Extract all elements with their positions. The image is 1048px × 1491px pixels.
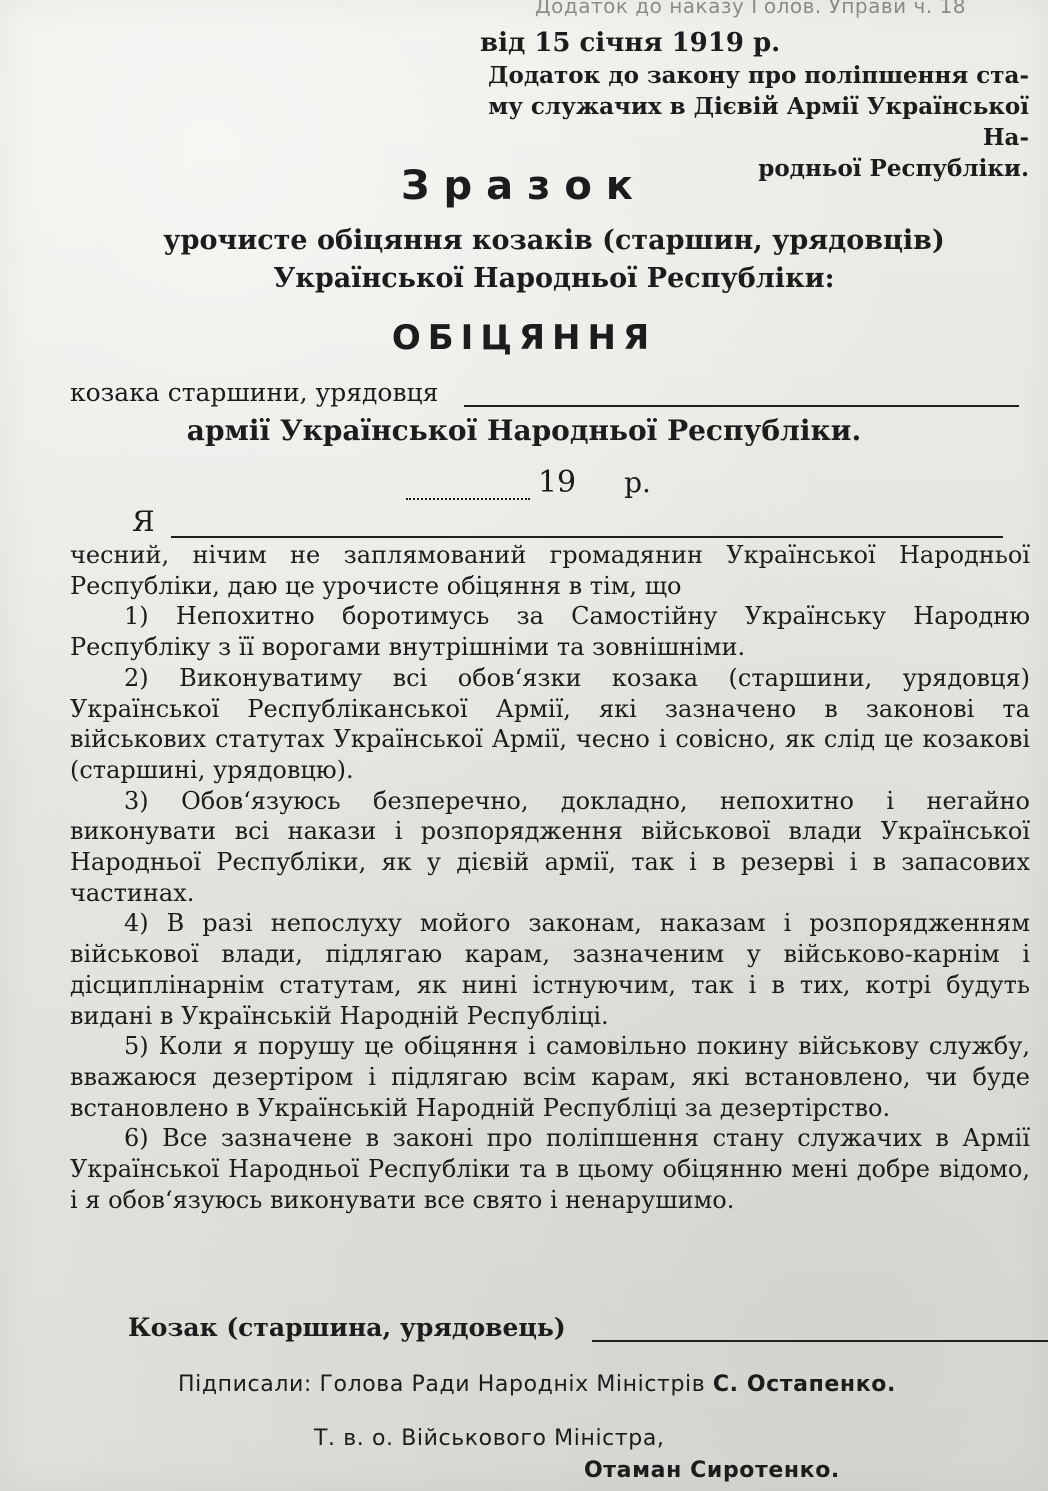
person-line-label: козака старшини, урядовця bbox=[70, 378, 439, 407]
kozak-signature-line bbox=[128, 1313, 1008, 1342]
year-fill-line[interactable] bbox=[406, 474, 530, 500]
kozak-label: Козак (старшина, урядовець) bbox=[128, 1313, 566, 1342]
i-label: Я bbox=[132, 505, 155, 538]
signed-prefix: Підписали: Голова Ради Народніх Міністрів bbox=[178, 1372, 706, 1397]
person-fill-line[interactable] bbox=[464, 381, 1019, 407]
year-label: 19 bbox=[537, 465, 577, 500]
promise-item-3: 3) Обов‘язуюсь безперечно, докладно, непохитно і негайно виконувати всі накази і розпорядження військової влади Української Народньої Республіки, як у дієвій армії, так і в резерві і в запасових частинах. bbox=[70, 786, 1030, 907]
year-suffix: р. bbox=[624, 466, 651, 499]
i-line bbox=[132, 505, 1032, 538]
promise-item-1: 1) Непохитно боротимусь за Самостійну Українську Народню Республіку з її ворогами внутрішніми та зовнішніми. bbox=[70, 602, 1030, 662]
law-appendix-note: Додаток до закону про поліпшення ста- му служачих в Дієвій Армії Української На- родньої Республіки. bbox=[488, 62, 1029, 182]
signed-by-line bbox=[178, 1372, 896, 1397]
sample-title: Зразок bbox=[401, 163, 647, 209]
promise-item-4: 4) В разі непослуху мойого законам, наказам і розпорядженням військової влади, підлягаю карам, зазначеним у військово-карнім і дісциплінарнім статутам, як нині істнуючим, так і в тих, котрі будуть видані в Українській Народній Республіці. bbox=[70, 909, 1030, 1030]
promise-item-2: 2) Виконуватиму всі обов‘язки козака (старшини, урядовця) Української Республіканської Армії, які зазначено в законові та військових статутах Української Армії, чесно і совісно, як слід це козакові (старшині, урядовцю). bbox=[70, 663, 1030, 784]
i-fill-line[interactable] bbox=[171, 512, 1003, 538]
cut-off-header-line: Додаток до наказу Голов. Управи ч. 18 bbox=[535, 0, 966, 18]
signed-name: С. Остапенко. bbox=[712, 1372, 896, 1397]
acting-minister-title: Т. в. о. Військового Міністра, bbox=[314, 1426, 665, 1451]
promise-title: ОБІЦЯННЯ bbox=[391, 318, 657, 358]
promise-item-5: 5) Коли я порушу це обіцяння і самовільно покину військову службу, вважаюся дезертіром і підлягаю всім карам, які встановлено, чи буде встановлено в Українській Народній Республіці за дезертірство. bbox=[70, 1032, 1030, 1122]
promise-intro: чесний, нічим не заплямований громадянин Української Народньої Республіки, даю це урочисте обіцяння в тім, що bbox=[70, 541, 1030, 600]
person-line bbox=[70, 378, 1030, 407]
year-line bbox=[406, 465, 696, 500]
promise-item-6: 6) Все зазначене в законі про поліпшення стану служачих в Армії Української Народньої Республіки та в цьому обіцянню мені добре відомо, і я обов‘язуюсь виконувати все свято і ненарушимо. bbox=[70, 1124, 1030, 1214]
army-line: армії Української Народньої Республіки. bbox=[186, 414, 862, 447]
kozak-sign-fill-line[interactable] bbox=[592, 1316, 1048, 1342]
ataman-signature: Отаман Сиротенко. bbox=[584, 1458, 840, 1483]
promise-subtitle: урочисте обіцяння козаків (старшин, урядовців) Української Народньої Республіки: bbox=[163, 225, 945, 294]
document-date: від 15 січня 1919 р. bbox=[480, 28, 781, 58]
promise-body bbox=[70, 540, 1030, 1215]
